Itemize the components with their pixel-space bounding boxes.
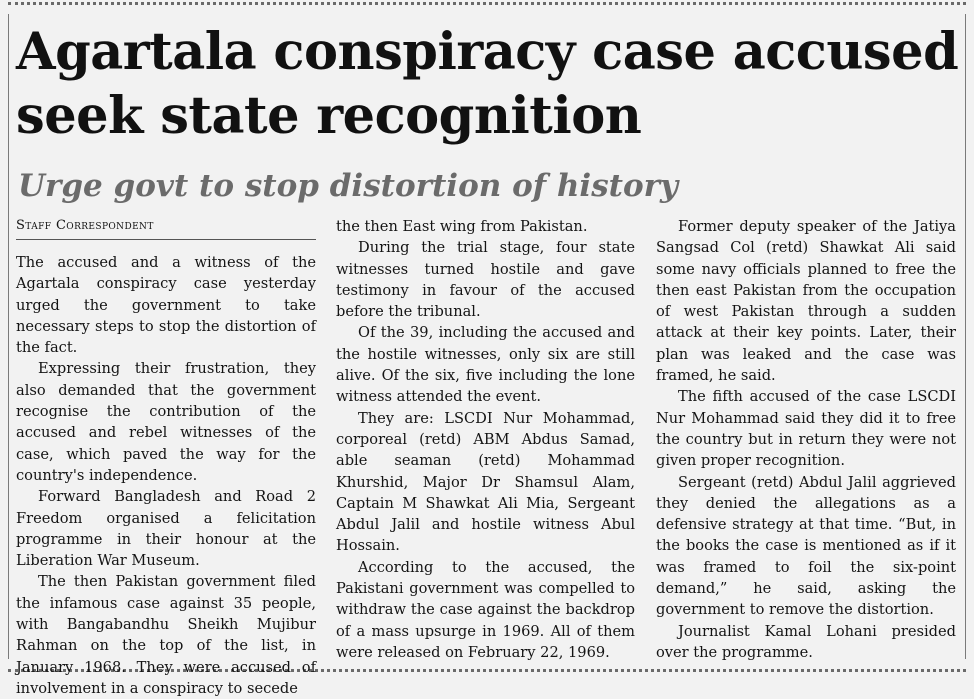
article-column-3: [656, 216, 956, 659]
paragraph: Forward Bangladesh and Road 2 Freedom organised a felicitation programme in their honour at the Liberation War Museum.: [16, 488, 316, 570]
top-dotted-rule: [8, 2, 966, 5]
paragraph: Expressing their frustration, they also demanded that the government recognise the contribution of the accused and rebel witnesses of the case, which paved the way for the country's independence.: [16, 360, 316, 484]
paragraph: During the trial stage, four state witnesses turned hostile and gave testimony in favour of the accused before the tribunal.: [336, 239, 635, 321]
paragraph: According to the accused, the Pakistani government was compelled to withdraw the case against the backdrop of a mass upsurge in 1969. All of them were released on February 22, 1969.: [336, 558, 635, 661]
paragraph-continued: the then East wing from Pakistan.: [336, 218, 588, 235]
article-column-2: [336, 216, 635, 659]
paragraph: The accused and a witness of the Agartala conspiracy case yesterday urged the government to take necessary steps to stop the distortion of the fact.: [16, 254, 316, 357]
paragraph: Former deputy speaker of the Jatiya Sangsad Col (retd) Shawkat Ali said some navy officials planned to free the then east Pakistan from the occupation of west Pakistan through a sudden attack at their key points. Later, their plan was leaked and the case was framed, he said.: [656, 218, 956, 385]
paragraph: The fifth accused of the case LSCDI Nur Mohammad said they did it to free the country but in return they were not given proper recognition.: [656, 388, 956, 470]
paragraph: They are: LSCDI Nur Mohammad, corporeal (retd) ABM Abdus Samad, able seaman (retd) Mohammad Khurshid, Major Dr Shamsul Alam, Captain M Shawkat Ali Mia, Sergeant Abdul Jalil and hostile witness Abul Hossain.: [336, 409, 635, 555]
paragraph: Sergeant (retd) Abdul Jalil aggrieved they denied the allegations as a defensive strategy at that time. “But, in the books the case is mentioned as if it was framed to foil the six-point demand,” he said, asking the government to remove the distortion.: [656, 473, 956, 619]
left-border-rule: [8, 14, 9, 659]
paragraph: Of the 39, including the accused and the hostile witnesses, only six are still alive. Of the six, five including the lone witness attended the event.: [336, 324, 635, 406]
headline: Agartala conspiracy case accused seek state recognition: [16, 22, 959, 146]
paragraph: The then Pakistan government filed the infamous case against 35 people, with Bangabandhu Sheikh Mujibur Rahman on the top of the list, in January 1968. They were accused of involvement in a conspiracy to secede: [16, 573, 316, 697]
byline: Staff Correspondent: [16, 216, 316, 240]
subheadline: Urge govt to stop distortion of history: [18, 168, 678, 204]
article-column-1: [16, 216, 316, 697]
paragraph: Journalist Kamal Lohani presided over the programme.: [656, 622, 956, 661]
